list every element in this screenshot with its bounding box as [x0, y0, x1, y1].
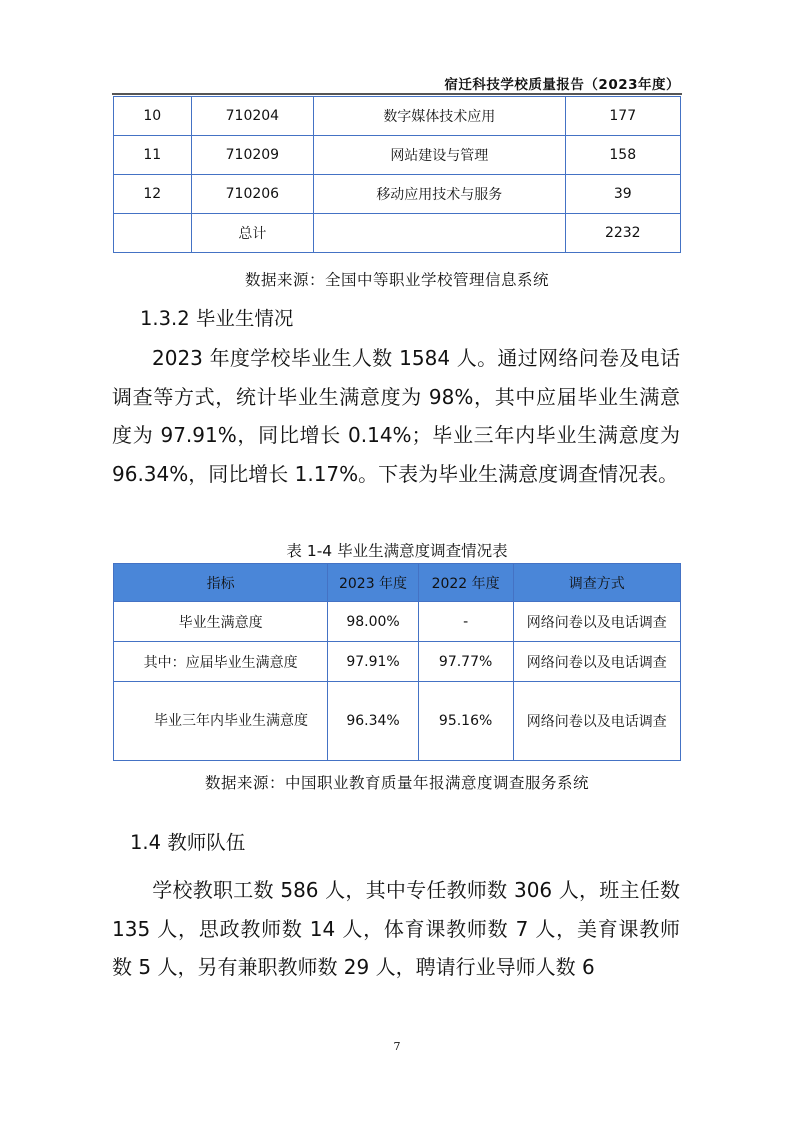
table-cell: 网络问卷以及电话调查 — [513, 642, 680, 682]
table-row — [114, 175, 681, 214]
table-row — [114, 682, 681, 761]
page-number: 7 — [393, 1040, 401, 1053]
table-cell: 39 — [565, 175, 680, 214]
header-divider — [112, 93, 682, 95]
table-cell: 移动应用技术与服务 — [314, 175, 565, 214]
table-cell: 98.00% — [328, 602, 418, 642]
teachers-paragraph — [112, 871, 680, 987]
table2-caption: 表 1-4 毕业生满意度调查情况表 — [286, 542, 508, 560]
column-header: 调查方式 — [513, 564, 680, 602]
graduates-paragraph-text: 2023 年度学校毕业生人数 1584 人。通过网络问卷及电话调查等方式，统计毕业生满意度为 98%，其中应届毕业生满意度为 97.91%，同比增长 0.14%；毕业三年内毕业生满意度为 96.34%，同比增长 1.17%。下表为毕业生满意度调查情况表。 — [112, 346, 680, 486]
table-cell: 97.77% — [418, 642, 513, 682]
table-cell: 其中：应届毕业生满意度 — [114, 642, 328, 682]
table-cell: 97.91% — [328, 642, 418, 682]
table-cell: 10 — [114, 97, 192, 136]
section-heading-teachers: 1.4 教师队伍 — [130, 831, 246, 854]
table-cell: 177 — [565, 97, 680, 136]
table-cell: 710206 — [191, 175, 314, 214]
table-cell: 毕业三年内毕业生满意度 — [114, 682, 328, 761]
table-cell: 710209 — [191, 136, 314, 175]
table-cell: 网站建设与管理 — [314, 136, 565, 175]
column-header: 指标 — [114, 564, 328, 602]
column-header: 2023 年度 — [328, 564, 418, 602]
majors-enrollment-table — [113, 96, 681, 253]
table-total-row — [114, 214, 681, 253]
table-cell: 毕业生满意度 — [114, 602, 328, 642]
teachers-paragraph-text: 学校教职工数 586 人，其中专任教师数 306 人，班主任数 135 人，思政教师数 14 人，体育课教师数 7 人，美育课教师数 5 人，另有兼职教师数 29 人，聘请行业导师人数 6 — [112, 878, 680, 979]
table2-source-note: 数据来源：中国职业教育质量年报满意度调查服务系统 — [204, 774, 589, 792]
table-cell: 网络问卷以及电话调查 — [513, 602, 680, 642]
table-row — [114, 97, 681, 136]
column-header: 2022 年度 — [418, 564, 513, 602]
table-row — [114, 602, 681, 642]
graduates-paragraph — [112, 339, 680, 493]
table-row — [114, 136, 681, 175]
table-cell: 数字媒体技术应用 — [314, 97, 565, 136]
table-cell: 11 — [114, 136, 192, 175]
table-cell: 95.16% — [418, 682, 513, 761]
table-header-row — [114, 564, 681, 602]
table-cell: 158 — [565, 136, 680, 175]
table-cell: 12 — [114, 175, 192, 214]
table-row — [114, 642, 681, 682]
satisfaction-survey-table — [113, 563, 681, 761]
table-cell: 710204 — [191, 97, 314, 136]
table-cell: 总计 — [191, 214, 314, 253]
table-cell: 网络问卷以及电话调查 — [513, 682, 680, 761]
table-cell: 2232 — [565, 214, 680, 253]
table-cell: 96.34% — [328, 682, 418, 761]
table-cell — [314, 214, 565, 253]
table-cell: - — [418, 602, 513, 642]
section-heading-graduates: 1.3.2 毕业生情况 — [140, 307, 294, 330]
table1-source-note: 数据来源：全国中等职业学校管理信息系统 — [244, 271, 549, 289]
table-cell — [114, 214, 192, 253]
report-header-title: 宿迁科技学校质量报告（2023年度） — [444, 77, 680, 93]
